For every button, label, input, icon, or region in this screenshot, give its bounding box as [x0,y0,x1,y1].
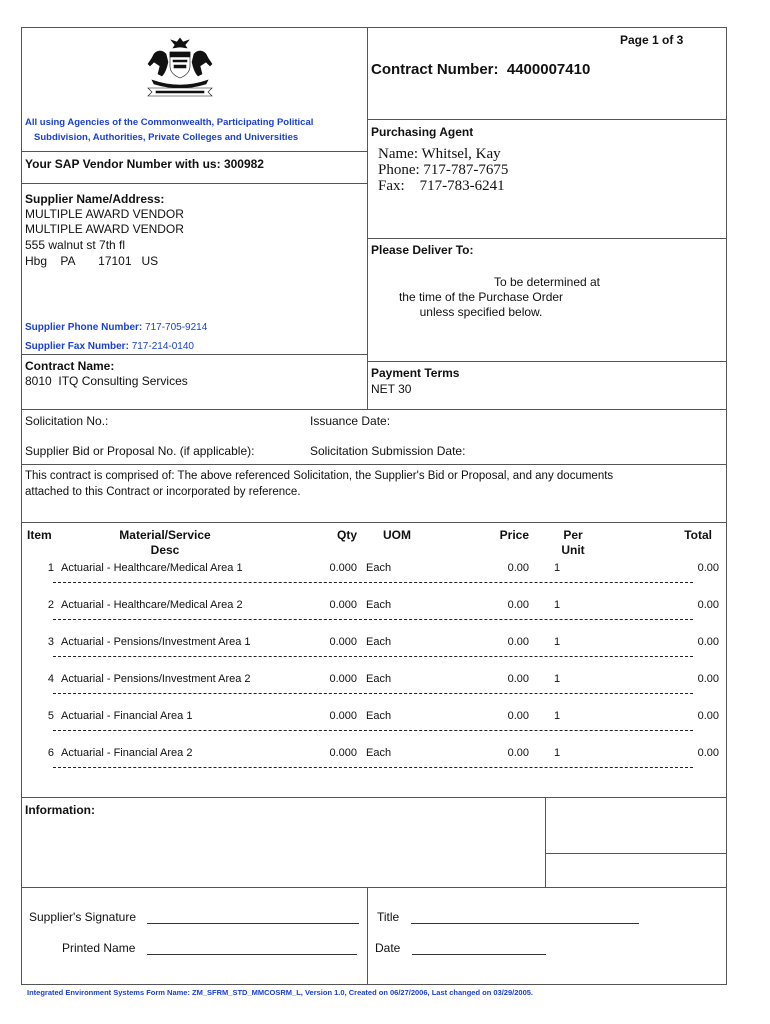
deliver-line: To be determined at [493,275,601,289]
contract-name-title: Contract Name: [25,359,115,373]
supplier-address-line: MULTIPLE AWARD VENDOR [25,222,184,236]
supplier-title: Supplier Name/Address: [25,192,165,206]
row-price: 0.00 [507,747,529,759]
contract-number [371,61,590,78]
col-header-desc [100,528,230,558]
row-price: 0.00 [507,599,529,611]
divider [367,887,368,985]
supplier-address-line: Hbg PA 17101 US [25,254,159,268]
row-description: Actuarial - Healthcare/Medical Area 1 [61,562,243,574]
col-header-desc-line2: Desc [150,543,180,557]
payment-terms-value: NET 30 [371,382,412,396]
deliver-line: the time of the Purchase Order [398,290,564,304]
row-uom: Each [366,673,392,685]
row-price: 0.00 [507,636,529,648]
comprised-line1: This contract is comprised of: The above referenced Solicitation, the Supplier's Bid or Proposal, and any documents [25,470,614,482]
row-total: 0.00 [697,599,719,611]
row-uom: Each [366,710,392,722]
agencies-note-line2: Subdivision, Authorities, Private Colleges and Universities [34,132,299,143]
divider [367,119,727,120]
commonwealth-seal [140,36,220,98]
divider [21,151,367,152]
title-field[interactable] [377,910,639,924]
row-price: 0.00 [507,673,529,685]
supplier-address-line: MULTIPLE AWARD VENDOR [25,207,184,221]
supplier-address-line: 555 walnut st 7th fl [25,238,126,252]
row-uom: Each [366,562,392,574]
divider [367,238,727,239]
col-header-per-line2: Unit [561,543,585,557]
row-qty: 0.000 [329,673,357,685]
deliver-title: Please Deliver To: [371,243,474,257]
supplier-fax-value: 717-214-0140 [131,341,194,352]
row-item-number: 4 [47,673,54,685]
date-label: Date [375,941,401,955]
row-item-number: 6 [47,747,54,759]
row-separator [53,656,693,657]
printed-name-field[interactable] [62,941,357,955]
col-header-price: Price [499,528,529,542]
row-price: 0.00 [507,710,529,722]
divider [21,464,727,465]
agent-name: Name: Whitsel, Kay [378,146,501,162]
purchasing-agent-title: Purchasing Agent [371,125,474,139]
row-qty: 0.000 [329,562,357,574]
supplier-fax-label: Supplier Fax Number: [25,341,129,352]
col-header-desc-line1: Material/Service [119,528,211,542]
row-uom: Each [366,747,392,759]
row-description: Actuarial - Pensions/Investment Area 1 [61,636,251,648]
information-title: Information: [25,803,95,817]
divider [367,361,727,362]
comprised-line2: attached to this Contract or incorporated by reference. [25,486,301,498]
divider [545,797,546,887]
row-per-unit: 1 [554,562,561,574]
payment-terms-title: Payment Terms [371,366,460,380]
divider [21,409,727,410]
row-qty: 0.000 [329,636,357,648]
col-header-per [553,528,593,558]
solicitation-no: Solicitation No.: [25,414,109,428]
supplier-fax [25,341,194,352]
row-item-number: 2 [47,599,54,611]
sap-vendor-number [25,157,264,171]
page-number: Page 1 of 3 [620,33,684,47]
divider [21,887,727,888]
divider [545,853,727,854]
col-header-total: Total [684,528,712,542]
row-item-number: 3 [47,636,54,648]
contract-number-value: 4400007410 [506,61,591,78]
row-uom: Each [366,599,392,611]
row-separator [53,730,693,731]
divider [367,27,368,409]
supplier-phone-value: 717-705-9214 [145,322,208,333]
row-total: 0.00 [697,562,719,574]
row-qty: 0.000 [329,599,357,611]
row-separator [53,767,693,768]
sap-label: Your SAP Vendor Number with us: [25,157,221,171]
col-header-uom: UOM [383,528,411,542]
row-price: 0.00 [507,562,529,574]
row-description: Actuarial - Financial Area 1 [61,710,193,722]
bid-no: Supplier Bid or Proposal No. (if applicable): [25,444,255,458]
row-uom: Each [366,636,392,648]
row-total: 0.00 [697,636,719,648]
col-header-qty: Qty [336,528,357,542]
row-per-unit: 1 [554,636,561,648]
agent-phone: Phone: 717-787-7675 [378,162,509,178]
date-line[interactable] [412,943,546,955]
row-description: Actuarial - Healthcare/Medical Area 2 [61,599,243,611]
row-separator [53,693,693,694]
supplier-phone [25,322,207,333]
supplier-signature-field[interactable] [29,910,359,924]
footer-form-info: Integrated Environment Systems Form Name: ZM_SFRM_STD_MMCOSRM_L, Version 1.0, Created on 06/27/2006, Last changed on 03/29/2005. [27,988,533,997]
row-separator [53,582,693,583]
row-qty: 0.000 [329,747,357,759]
supplier-phone-label: Supplier Phone Number: [25,322,143,333]
issuance-date: Issuance Date: [310,414,391,428]
title-label: Title [377,910,400,924]
divider [21,183,367,184]
row-separator [53,619,693,620]
divider [21,354,367,355]
signature-line[interactable] [147,912,359,924]
printed-name-label: Printed Name [62,941,136,955]
printed-name-line[interactable] [147,943,357,955]
row-total: 0.00 [697,673,719,685]
sap-value: 300982 [223,157,264,171]
row-per-unit: 1 [554,673,561,685]
row-description: Actuarial - Pensions/Investment Area 2 [61,673,251,685]
title-line[interactable] [411,912,639,924]
contract-number-label: Contract Number: [371,61,499,78]
col-header-item: Item [27,528,52,542]
row-qty: 0.000 [329,710,357,722]
row-item-number: 1 [47,562,54,574]
agencies-note-line1: All using Agencies of the Commonwealth, Participating Political [25,117,314,128]
signature-label: Supplier's Signature [29,910,137,924]
contract-name-value: 8010 ITQ Consulting Services [25,374,188,388]
row-item-number: 5 [47,710,54,722]
row-per-unit: 1 [554,599,561,611]
row-total: 0.00 [697,747,719,759]
row-description: Actuarial - Financial Area 2 [61,747,193,759]
agent-fax: Fax: 717-783-6241 [378,178,505,194]
divider [21,522,727,523]
submission-date: Solicitation Submission Date: [310,444,466,458]
date-field[interactable] [375,941,546,955]
col-header-per-line1: Per [563,528,583,542]
divider [21,797,727,798]
row-per-unit: 1 [554,747,561,759]
row-total: 0.00 [697,710,719,722]
row-per-unit: 1 [554,710,561,722]
deliver-line: unless specified below. [419,305,543,319]
